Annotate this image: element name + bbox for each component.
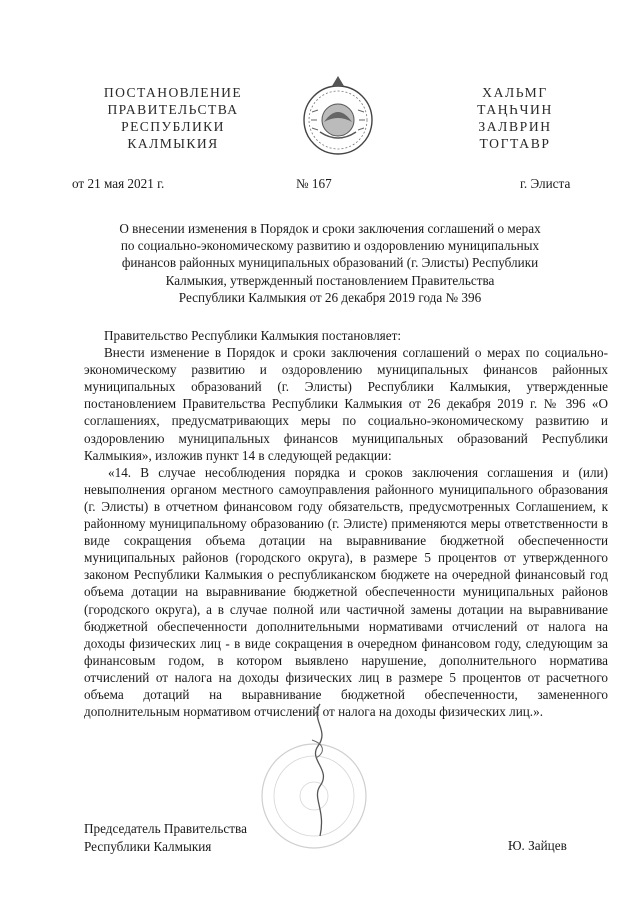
title-line: по социально-экономическому развитию и оздоровлению муниципальных bbox=[120, 238, 540, 254]
decree-intro: Правительство Республики Калмыкия постановляет: bbox=[104, 328, 402, 343]
document-title bbox=[80, 220, 580, 306]
document-city: г. Элиста bbox=[520, 176, 571, 191]
document-date: от 21 мая 2021 г. bbox=[72, 176, 165, 191]
header-left-line: РЕСПУБЛИКИ bbox=[121, 119, 225, 134]
header-right-line: ХАЛЬМГ bbox=[482, 85, 548, 100]
title-line: Республики Калмыкия от 26 декабря 2019 года № 396 bbox=[178, 289, 482, 305]
header-left-line: КАЛМЫКИЯ bbox=[127, 136, 219, 151]
document-body bbox=[84, 327, 608, 720]
title-line: финансов районных муниципальных образований (г. Элисты) Республики bbox=[121, 255, 539, 271]
main-paragraph: Внести изменение в Порядок и сроки заключения соглашений о мерах по социально-экономическому развитию и оздоровлению муниципальных финансов районных муниципальных образований (г. Элисты) Республики Калмыкия, утвержденные постановлением Правительства Республики Калмыкия от 26 декабря 2019 г. № 396 «О соглашениях, предусматривающих меры по социально-экономическому развитию и оздоровлению муниципальных финансов муниципальных образований Республики Калмыкия», изложив пункт 14 в следующей редакции: bbox=[84, 345, 608, 463]
header-right-line: ТОГТАВР bbox=[479, 136, 551, 151]
document-number: № 167 bbox=[296, 176, 332, 191]
header-right-line: ТАҢҺЧИН bbox=[477, 102, 553, 117]
header-left-line: ПРАВИТЕЛЬСТВА bbox=[107, 102, 239, 117]
header-right-line: ЗАЛВРИН bbox=[478, 119, 552, 134]
header-left-block bbox=[88, 84, 258, 152]
header-left-line: ПОСТАНОВЛЕНИЕ bbox=[103, 85, 243, 100]
signatory-name: Ю. Зайцев bbox=[508, 838, 567, 853]
signatory-position bbox=[84, 820, 247, 855]
header-right-block bbox=[440, 84, 590, 152]
signatory-position-line: Председатель Правительства bbox=[84, 821, 247, 836]
signatory-position-line: Республики Калмыкия bbox=[84, 838, 212, 854]
title-line: Калмыкия, утвержденный постановлением Правительства bbox=[165, 272, 495, 288]
coat-of-arms-icon bbox=[300, 72, 376, 162]
quoted-paragraph: «14. В случае несоблюдения порядка и сроков заключения соглашения и (или) невыполнения органом местного самоуправления районного муниципального образования (г. Элисты) в отчетном финансовом году обязательств, предусмотренных Соглашением, к районному муниципальному образованию (г. Элисте) применяются меры ответственности в виде сокращения объема дотации на выравнивание бюджетной обеспеченности муниципальных районов (городского округа), в размере 5 процентов от утвержденного законом Республики Калмыкия о республиканском бюджете на очередной финансовый год объема дотации на выравнивание бюджетной обеспеченности муниципальных районов (городского округа), а в случае полной или частичной замены дотации на выравнивание бюджетной обеспеченности дополнительными нормативами отчислений от налога на доходы физических лиц - в виде сокращения в очередном финансовом году, следующим за финансовым годом, в котором выявлено нарушение, дополнительного норматива отчислений от налога на доходы физических лиц в размере 5 процентов от расчетного объема дотаций на выравнивание бюджетной обеспеченности, замененного дополнительным нормативом отчислений от налога на доходы физических лиц.». bbox=[84, 464, 608, 720]
handwritten-signature-icon bbox=[290, 700, 350, 840]
title-line: О внесении изменения в Порядок и сроки заключения соглашений о мерах bbox=[119, 221, 541, 236]
